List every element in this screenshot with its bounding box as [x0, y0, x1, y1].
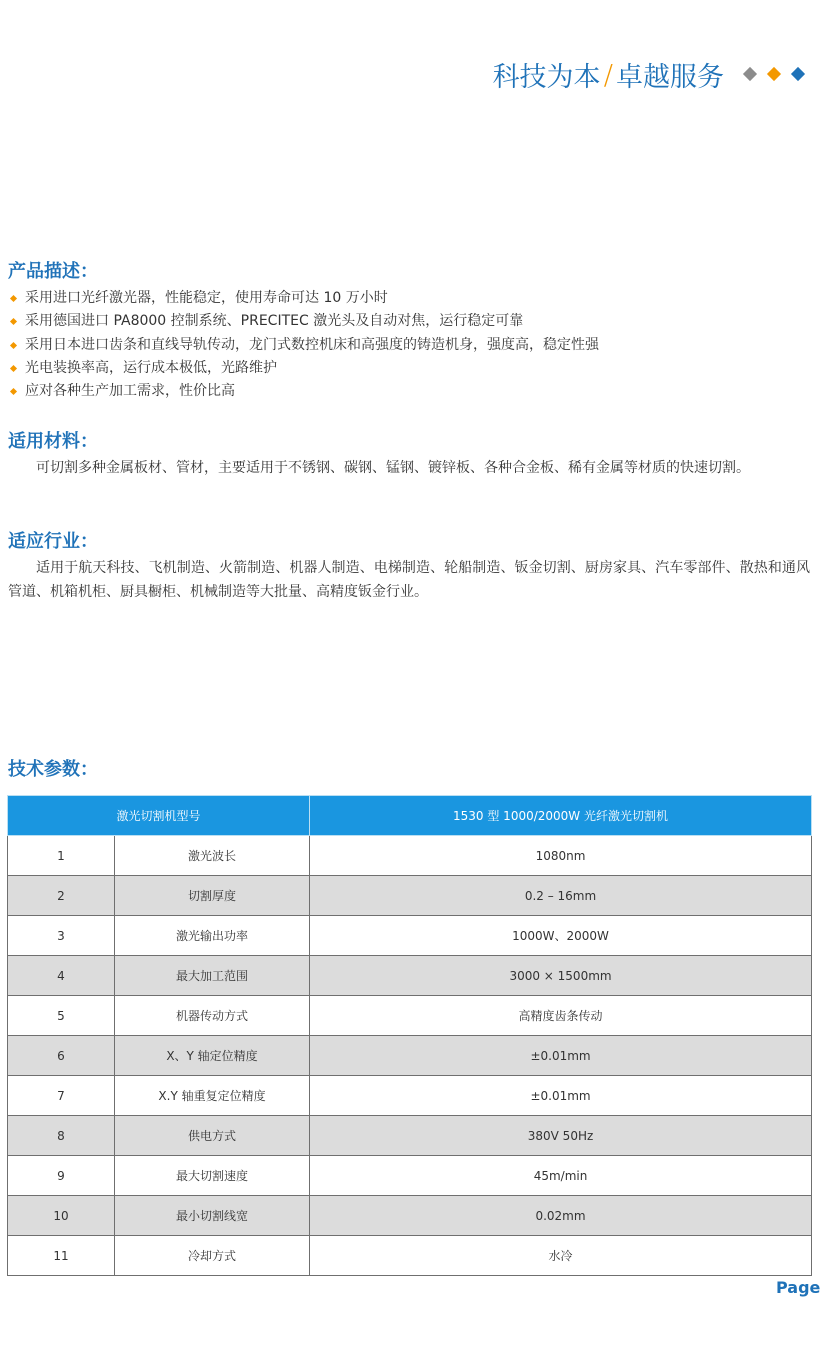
description-title: 产品描述：	[8, 261, 98, 282]
param-name: X、Y 轴定位精度	[115, 1036, 310, 1076]
param-name: X.Y 轴重复定位精度	[115, 1076, 310, 1116]
industries-text: 适用于航天科技、飞机制造、火箭制造、机器人制造、电梯制造、轮船制造、钣金切割、厨房家具、汽车零部件、散热和通风管道、机箱机柜、厨具橱柜、机械制造等大批量、高精度钣金行业。	[8, 560, 810, 600]
bullet-icon	[10, 365, 17, 372]
table-row	[8, 1076, 812, 1116]
row-number: 11	[8, 1236, 115, 1276]
table-row	[8, 836, 812, 876]
table-row	[8, 876, 812, 916]
table-row	[8, 916, 812, 956]
diamond-decoration	[738, 69, 810, 79]
blue-diamond-icon	[791, 67, 805, 81]
param-name: 激光波长	[115, 836, 310, 876]
table-row	[8, 956, 812, 996]
table-row	[8, 1156, 812, 1196]
table-header-row	[8, 796, 812, 836]
list-item	[8, 380, 808, 403]
param-name: 冷却方式	[115, 1236, 310, 1276]
page-label: Page	[776, 1278, 820, 1297]
spec-table	[7, 795, 812, 1276]
list-item	[8, 310, 808, 333]
list-item	[8, 334, 808, 357]
param-value: 1080nm	[310, 836, 812, 876]
materials-title: 适用材料：	[8, 431, 98, 452]
row-number: 10	[8, 1196, 115, 1236]
description-item-text: 采用德国进口 PA8000 控制系统、PRECITEC 激光头及自动对焦，运行稳定可靠	[25, 313, 524, 330]
table-row	[8, 1236, 812, 1276]
description-item-text: 采用进口光纤激光器，性能稳定，使用寿命可达 10 万小时	[25, 290, 388, 307]
param-value: 水冷	[310, 1236, 812, 1276]
row-number: 3	[8, 916, 115, 956]
param-value: ±0.01mm	[310, 1076, 812, 1116]
row-number: 1	[8, 836, 115, 876]
param-name: 机器传动方式	[115, 996, 310, 1036]
param-value: 3000 × 1500mm	[310, 956, 812, 996]
bullet-icon	[10, 342, 17, 349]
gray-diamond-icon	[743, 67, 757, 81]
param-value: 45m/min	[310, 1156, 812, 1196]
header-model-value: 1530 型 1000/2000W 光纤激光切割机	[310, 796, 812, 836]
table-row	[8, 1116, 812, 1156]
spec-table-body	[8, 836, 812, 1276]
list-item	[8, 287, 808, 310]
param-name: 最大切割速度	[115, 1156, 310, 1196]
table-row	[8, 1036, 812, 1076]
slogan-separator: /	[603, 57, 613, 91]
row-number: 7	[8, 1076, 115, 1116]
slogan-right: 卓越服务	[616, 61, 724, 93]
row-number: 8	[8, 1116, 115, 1156]
description-item-text: 光电装换率高，运行成本极低，光路维护	[25, 360, 277, 377]
description-item-text: 应对各种生产加工需求，性价比高	[25, 383, 235, 400]
param-value: 380V 50Hz	[310, 1116, 812, 1156]
bullet-icon	[10, 295, 17, 302]
slogan-left: 科技为本	[492, 61, 601, 93]
materials-text: 可切割多种金属板材、管材，主要适用于不锈钢、碳钢、锰钢、镀锌板、各种合金板、稀有金属等材质的快速切割。	[36, 460, 750, 476]
row-number: 9	[8, 1156, 115, 1196]
row-number: 4	[8, 956, 115, 996]
description-list	[8, 287, 808, 403]
specs-title: 技术参数：	[8, 759, 98, 780]
row-number: 6	[8, 1036, 115, 1076]
table-row	[8, 1196, 812, 1236]
param-name: 供电方式	[115, 1116, 310, 1156]
row-number: 5	[8, 996, 115, 1036]
description-item-text: 采用日本进口齿条和直线导轨传动，龙门式数控机床和高强度的铸造机身，强度高，稳定性强	[25, 336, 599, 353]
row-number: 2	[8, 876, 115, 916]
table-row	[8, 996, 812, 1036]
param-value: ±0.01mm	[310, 1036, 812, 1076]
param-value: 1000W、2000W	[310, 916, 812, 956]
bullet-icon	[10, 318, 17, 325]
param-value: 0.02mm	[310, 1196, 812, 1236]
param-name: 最大加工范围	[115, 956, 310, 996]
param-name: 切割厚度	[115, 876, 310, 916]
param-value: 0.2 – 16mm	[310, 876, 812, 916]
bullet-icon	[10, 388, 17, 395]
param-name: 激光输出功率	[115, 916, 310, 956]
header-slogan	[493, 54, 810, 94]
orange-diamond-icon	[767, 67, 781, 81]
param-name: 最小切割线宽	[115, 1196, 310, 1236]
list-item	[8, 357, 808, 380]
industries-title: 适应行业：	[8, 531, 98, 552]
param-value: 高精度齿条传动	[310, 996, 812, 1036]
header-model-label: 激光切割机型号	[8, 796, 310, 836]
